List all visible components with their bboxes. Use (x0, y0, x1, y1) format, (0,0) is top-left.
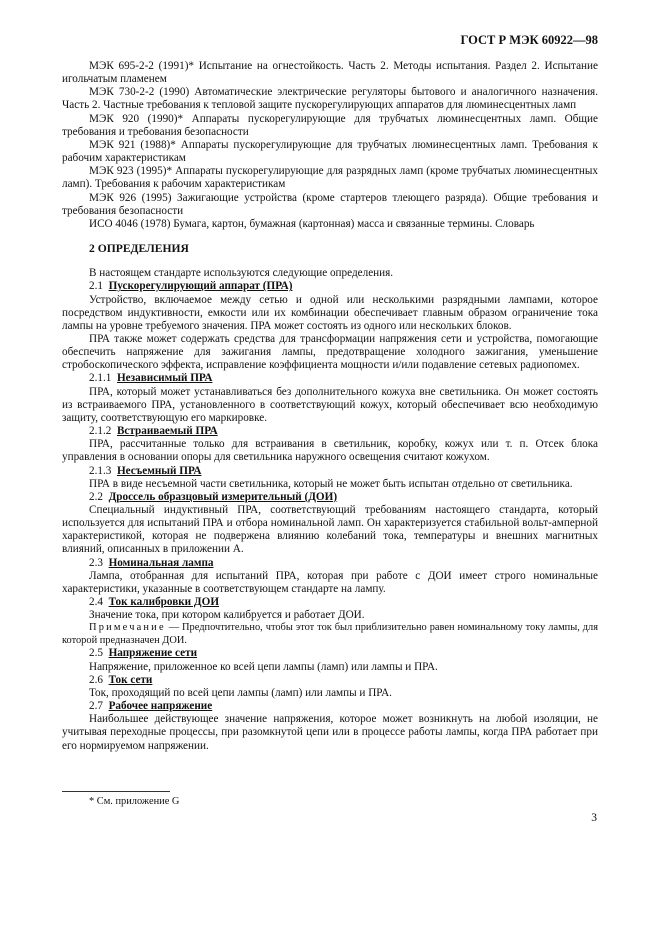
term-definition: Наибольшее действующее значение напряжения, которое может возникнуть на любой изоляции, не учитывая переходные процессы, при разомкнутой цепи или в процессе работы лампы, когда ПРА работает при его нормируемом напряжении. (62, 713, 598, 752)
term-heading (62, 674, 598, 687)
term-note (62, 622, 598, 647)
document-code-header: ГОСТ Р МЭК 60922—98 (460, 33, 598, 47)
term-title: Несъемный ПРА (116, 464, 202, 477)
footnote-divider (62, 791, 170, 792)
term-number: 2.1.2 (89, 425, 112, 438)
footnote: * См. приложение G (89, 796, 180, 807)
term-definition: Устройство, включаемое между сетью и одной или несколькими разрядными лампами, которое посредством индуктивности, емкости или их комбинации обеспечивает главным образом ограничение тока лампы на уровне требуемого значения. ПРА может состоять из одного или нескольких блоков. (62, 293, 598, 332)
page-number: 3 (591, 812, 597, 824)
term-definition: ПРА, который может устанавливаться без дополнительного кожуха вне светильника. Он может состоять из встраиваемого ПРА, установленного в соответствующий кожух, который обеспечивает всю необходимую защиту, соответствующую его маркировке. (62, 385, 598, 424)
term-heading (62, 700, 598, 713)
term-definition: Лампа, отобранная для испытаний ПРА, которая при работе с ДОИ имеет строго номинальные характеристики, указанные в соответствующем стандарте на лампу. (62, 569, 598, 595)
term-definition: ПРА в виде несъемной части светильника, который не может быть испытан отдельно от светильника. (89, 477, 573, 490)
section-intro: В настоящем стандарте используются следующие определения. (89, 267, 394, 280)
term-heading (62, 280, 598, 293)
page-content (62, 60, 598, 753)
term-heading (62, 491, 598, 504)
term-number: 2.1 (89, 280, 103, 293)
note-text: — Предпочтительно, чтобы этот ток был приблизительно равен номинальному току лампы, для которой предназначен ДОИ. (62, 622, 598, 646)
term-definition: Напряжение, приложенное ко всей цепи лампы (ламп) или лампы и ПРА. (89, 660, 438, 673)
term-heading (62, 465, 598, 478)
reference-item: МЭК 730-2-2 (1990) Автоматические электрические регуляторы бытового и аналогичного назначения. Часть 2. Частные требования к тепловой защите пускорегулирующих аппаратов для люминесцентных ламп (62, 86, 598, 112)
reference-item: МЭК 926 (1995) Зажигающие устройства (кроме стартеров тлеющего разряда). Общие требования и требования безопасности (62, 191, 598, 217)
term-title: Независимый ПРА (116, 372, 213, 385)
references-list (62, 60, 598, 231)
term-definition: Значение тока, при котором калибруется и работает ДОИ. (89, 609, 365, 622)
term-heading (62, 425, 598, 438)
term-definition: ПРА, рассчитанные только для встраивания в светильник, коробку, кожух или т. п. Отсек блока управления в основании опоры для светильника наружного освещения считают кожухом. (62, 438, 598, 464)
reference-item: ИСО 4046 (1978) Бумага, картон, бумажная (картонная) масса и связанные термины. Словарь (89, 217, 535, 230)
section-heading: 2 ОПРЕДЕЛЕНИЯ (89, 242, 189, 256)
term-title: Встраиваемый ПРА (116, 425, 218, 438)
term-heading (62, 372, 598, 385)
term-heading (62, 557, 598, 570)
term-title: Ток сети (108, 673, 153, 686)
reference-item: МЭК 920 (1990)* Аппараты пускорегулирующие для трубчатых люминесцентных ламп. Общие требования и требования безопасности (62, 112, 598, 138)
term-heading (62, 647, 598, 660)
term-number: 2.1.3 (89, 464, 112, 477)
reference-item: МЭК 921 (1988)* Аппараты пускорегулирующие для трубчатых люминесцентных ламп. Требования к рабочим характеристикам (62, 138, 598, 165)
reference-item: МЭК 923 (1995)* Аппараты пускорегулирующие для разрядных ламп (кроме трубчатых люминесцентных ламп). Требования к рабочим характеристикам (62, 165, 598, 191)
term-title: Номинальная лампа (108, 556, 214, 569)
term-number: 2.7 (89, 700, 103, 713)
reference-item: МЭК 695-2-2 (1991)* Испытание на огнестойкость. Часть 2. Методы испытания. Раздел 2. Испытание игольчатым пламенем (62, 60, 598, 86)
term-number: 2.2 (89, 490, 103, 503)
term-number: 2.6 (89, 673, 103, 686)
term-number: 2.5 (89, 647, 103, 660)
term-definition: Ток, проходящий по всей цепи лампы (ламп) или лампы и ПРА. (89, 686, 392, 699)
term-definition: ПРА также может содержать средства для трансформации напряжения сети и устройства, помогающие обеспечить напряжение для зажигания лампы, предотвращение холодного зажигания, уменьшение стробоскопического эффекта, исправление коэффициента мощности и/или подавление сетевых радиопомех. (62, 332, 598, 372)
term-title: Дроссель образцовый измерительный (ДОИ) (108, 490, 338, 503)
term-title: Пускорегулирующий аппарат (ПРА) (108, 280, 293, 293)
term-number: 2.1.1 (89, 372, 112, 385)
note-label: Примечание (89, 622, 166, 634)
term-title: Напряжение сети (108, 647, 198, 660)
term-number: 2.3 (89, 556, 103, 569)
term-number: 2.4 (89, 596, 103, 609)
term-title: Ток калибровки ДОИ (108, 596, 220, 609)
term-definition: Специальный индуктивный ПРА, соответствующий требованиям настоящего стандарта, который используется для испытаний ПРА и отбора номинальной ламп. Он характеризуется стабильной вольт-амперной характеристикой, которая не подвержена влиянию колебаний тока, температуры и внешних магнитных влияний, описанных в приложении А. (62, 504, 598, 556)
term-title: Рабочее напряжение (108, 700, 213, 713)
term-heading (62, 596, 598, 609)
